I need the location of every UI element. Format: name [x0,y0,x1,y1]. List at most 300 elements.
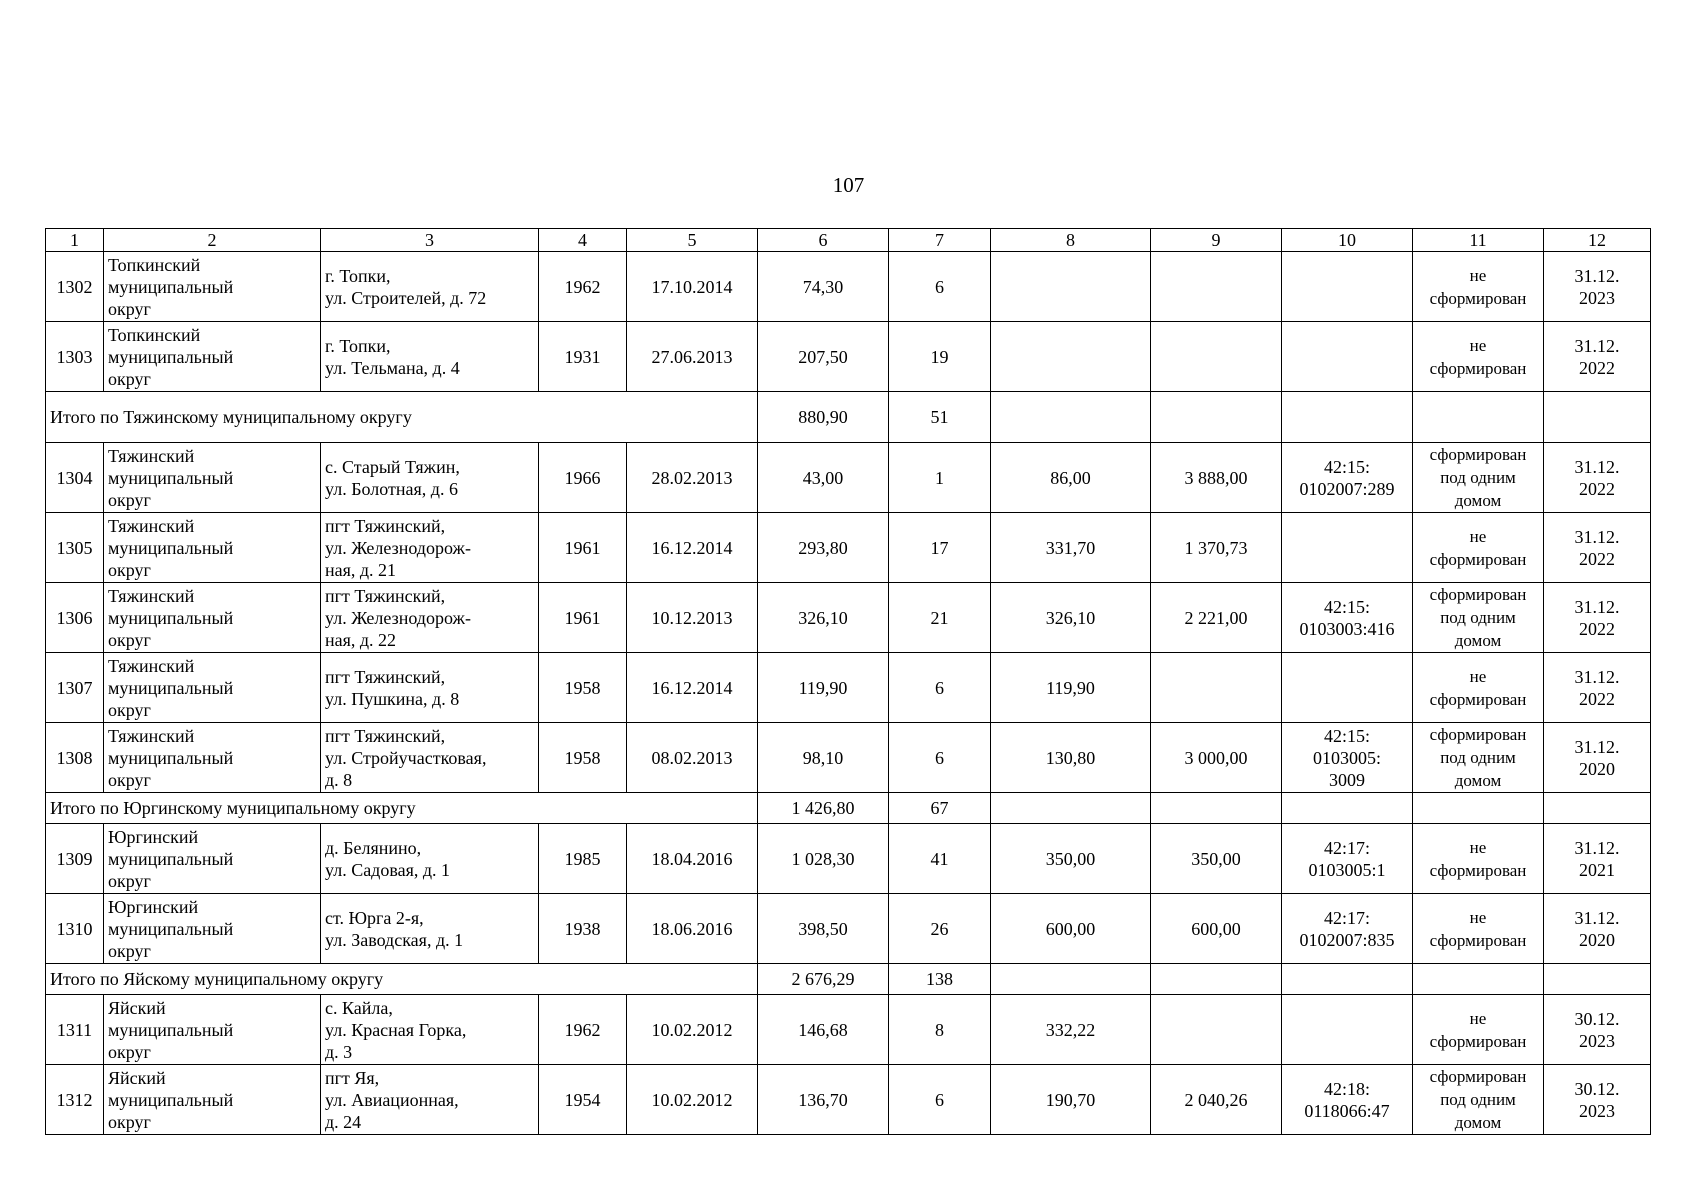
deadline-cell [1544,583,1651,653]
cell-line: муниципальный [108,537,234,558]
total-residents: 138 [889,964,991,995]
col-number: 4 [539,229,627,252]
col9-cell: 350,00 [1151,824,1282,894]
residents-cell: 26 [889,894,991,964]
cell-line: не [1469,265,1487,285]
cell-line: под одним [1440,608,1516,627]
cell-line: 2022 [1579,357,1615,378]
date-cell: 16.12.2014 [627,513,758,583]
cadastral-cell [1282,513,1413,583]
cell-line: муниципальный [108,1089,234,1110]
total-row [46,793,1651,824]
total-row [46,964,1651,995]
total-area: 2 676,29 [758,964,889,995]
area-cell: 136,70 [758,1065,889,1135]
cell-line: не [1469,1008,1487,1028]
deadline-cell [1544,513,1651,583]
address-cell [321,824,539,894]
cell-line: домом [1454,1113,1502,1132]
col9-cell: 2 040,26 [1151,1065,1282,1135]
table-row [46,513,1651,583]
empty-cell [1151,964,1282,995]
cell-line: ная, д. 22 [325,629,397,650]
deadline-cell [1544,1065,1651,1135]
district-cell [104,723,321,793]
col-number: 7 [889,229,991,252]
total-area: 880,90 [758,392,889,443]
cell-line: муниципальный [108,346,234,367]
land-status-cell [1413,824,1544,894]
cell-line: сформирован [1429,930,1527,950]
total-residents: 51 [889,392,991,443]
col-number: 1 [46,229,104,252]
date-cell: 10.02.2012 [627,995,758,1065]
cell-line: округ [108,1041,151,1062]
col9-cell [1151,252,1282,322]
cell-line: сформирован [1429,549,1527,569]
col8-cell: 350,00 [991,824,1151,894]
area-cell: 398,50 [758,894,889,964]
row-number: 1308 [46,723,104,793]
cell-line: пгт Тяжинский, [325,666,446,687]
land-status-cell [1413,723,1544,793]
cell-line: 2021 [1579,859,1615,880]
cell-line: 31.12. [1574,837,1620,858]
empty-cell [1413,392,1544,443]
date-cell: 10.02.2012 [627,1065,758,1135]
address-cell [321,443,539,513]
cell-line: сформирован [1429,585,1527,604]
cell-line: 31.12. [1574,736,1620,757]
cell-line: муниципальный [108,848,234,869]
cadastral-cell [1282,443,1413,513]
cadastral-cell [1282,723,1413,793]
col-number: 8 [991,229,1151,252]
cell-line: 2022 [1579,548,1615,569]
table-row [46,653,1651,723]
cell-line: муниципальный [108,607,234,628]
total-label: Итого по Юргинскому муниципальному округу [46,793,758,824]
col8-cell: 326,10 [991,583,1151,653]
date-cell: 27.06.2013 [627,322,758,392]
land-status-cell [1413,653,1544,723]
date-cell: 17.10.2014 [627,252,758,322]
cell-line: ул. Заводская, д. 1 [325,929,464,950]
cell-line: ул. Стройучастковая, [325,747,487,768]
empty-cell [1544,964,1651,995]
col9-cell: 3 888,00 [1151,443,1282,513]
empty-cell [1282,793,1413,824]
col9-cell: 600,00 [1151,894,1282,964]
cell-line: сформирован [1429,1031,1527,1051]
date-cell: 18.04.2016 [627,824,758,894]
deadline-cell [1544,443,1651,513]
col-number: 9 [1151,229,1282,252]
empty-cell [1544,392,1651,443]
col9-cell [1151,995,1282,1065]
row-number: 1309 [46,824,104,894]
cell-line: 31.12. [1574,335,1620,356]
district-cell [104,443,321,513]
row-number: 1307 [46,653,104,723]
cell-line: 42:15: [1323,725,1370,746]
address-cell [321,513,539,583]
cell-line: 31.12. [1574,666,1620,687]
cell-line: не [1469,907,1487,927]
col-number: 3 [321,229,539,252]
cell-line: 2020 [1579,929,1615,950]
col-number: 2 [104,229,321,252]
cell-line: муниципальный [108,747,234,768]
table-row [46,894,1651,964]
col8-cell: 332,22 [991,995,1151,1065]
col8-cell [991,252,1151,322]
year-cell: 1938 [539,894,627,964]
cell-line: 0103005:1 [1308,859,1386,880]
col-number: 6 [758,229,889,252]
empty-cell [1151,392,1282,443]
cell-line: не [1469,335,1487,355]
cell-line: муниципальный [108,276,234,297]
cell-line: г. Топки, [325,335,391,356]
empty-cell [991,392,1151,443]
residents-cell: 19 [889,322,991,392]
col9-cell: 3 000,00 [1151,723,1282,793]
cell-line: 2022 [1579,478,1615,499]
area-cell: 146,68 [758,995,889,1065]
deadline-cell [1544,322,1651,392]
cell-line: домом [1454,491,1502,510]
cell-line: 42:15: [1323,596,1370,617]
cell-line: под одним [1440,748,1516,767]
cell-line: с. Кайла, [325,997,393,1018]
cell-line: 0102007:835 [1299,929,1395,950]
cell-line: муниципальный [108,918,234,939]
page-number: 107 [832,173,865,197]
cell-line: 2023 [1579,1030,1615,1051]
cell-line: округ [108,940,151,961]
cell-line: ул. Пушкина, д. 8 [325,688,460,709]
cadastral-cell [1282,995,1413,1065]
year-cell: 1958 [539,723,627,793]
district-cell [104,824,321,894]
district-cell [104,252,321,322]
cell-line: Яйский [108,1067,166,1088]
cell-line: ул. Болотная, д. 6 [325,478,458,499]
area-cell: 207,50 [758,322,889,392]
row-number: 1306 [46,583,104,653]
deadline-cell [1544,995,1651,1065]
cell-line: округ [108,629,151,650]
date-cell: 10.12.2013 [627,583,758,653]
cadastral-cell [1282,894,1413,964]
empty-cell [991,964,1151,995]
cell-line: 0102007:289 [1299,478,1395,499]
cell-line: муниципальный [108,467,234,488]
cell-line: 42:15: [1323,456,1370,477]
cell-line: 3009 [1329,769,1365,790]
empty-cell [991,793,1151,824]
year-cell: 1966 [539,443,627,513]
land-status-cell [1413,995,1544,1065]
table-row [46,583,1651,653]
cell-line: д. 24 [325,1111,362,1132]
cell-line: округ [108,368,151,389]
cell-line: пгт Яя, [325,1067,380,1088]
cell-line: 42:17: [1323,907,1370,928]
land-status-cell [1413,894,1544,964]
row-number: 1302 [46,252,104,322]
cell-line: 31.12. [1574,596,1620,617]
cell-line: 31.12. [1574,456,1620,477]
cell-line: под одним [1440,1090,1516,1109]
cell-line: 2022 [1579,688,1615,709]
cadastral-cell [1282,653,1413,723]
year-cell: 1962 [539,252,627,322]
cell-line: Топкинский [108,254,201,275]
residents-cell: 6 [889,1065,991,1135]
residents-cell: 41 [889,824,991,894]
empty-cell [1413,964,1544,995]
deadline-cell [1544,252,1651,322]
col8-cell: 190,70 [991,1065,1151,1135]
area-cell: 326,10 [758,583,889,653]
table-row [46,322,1651,392]
table-row [46,824,1651,894]
row-number: 1303 [46,322,104,392]
cell-line: округ [108,298,151,319]
total-area: 1 426,80 [758,793,889,824]
district-cell [104,583,321,653]
col9-cell [1151,653,1282,723]
col-number: 10 [1282,229,1413,252]
cell-line: 2020 [1579,758,1615,779]
cell-line: округ [108,769,151,790]
col-number: 11 [1413,229,1544,252]
year-cell: 1954 [539,1065,627,1135]
area-cell: 1 028,30 [758,824,889,894]
cell-line: сформирован [1429,445,1527,464]
row-number: 1305 [46,513,104,583]
date-cell: 08.02.2013 [627,723,758,793]
area-cell: 119,90 [758,653,889,723]
cell-line: округ [108,870,151,891]
cell-line: ная, д. 21 [325,559,397,580]
col9-cell: 2 221,00 [1151,583,1282,653]
row-number: 1312 [46,1065,104,1135]
date-cell: 28.02.2013 [627,443,758,513]
cell-line: 30.12. [1574,1008,1620,1029]
deadline-cell [1544,653,1651,723]
year-cell: 1961 [539,513,627,583]
cell-line: муниципальный [108,1019,234,1040]
area-cell: 98,10 [758,723,889,793]
area-cell: 293,80 [758,513,889,583]
empty-cell [1282,964,1413,995]
address-cell [321,995,539,1065]
land-status-cell [1413,443,1544,513]
year-cell: 1985 [539,824,627,894]
empty-cell [1413,793,1544,824]
address-cell [321,252,539,322]
cell-line: с. Старый Тяжин, [325,456,460,477]
cell-line: сформирован [1429,358,1527,378]
empty-cell [1544,793,1651,824]
cell-line: 2023 [1579,287,1615,308]
year-cell: 1962 [539,995,627,1065]
cell-line: 31.12. [1574,526,1620,547]
cell-line: не [1469,837,1487,857]
cell-line: сформирован [1429,725,1527,744]
cadastral-cell [1282,252,1413,322]
cell-line: Тяжинский [108,515,195,536]
district-cell [104,513,321,583]
cell-line: д. Белянино, [325,837,422,858]
cell-line: сформирован [1429,689,1527,709]
cell-line: Тяжинский [108,585,195,606]
district-cell [104,995,321,1065]
cell-line: ул. Строителей, д. 72 [325,287,487,308]
cell-line: ст. Юрга 2-я, [325,907,424,928]
cell-line: Яйский [108,997,166,1018]
row-number: 1304 [46,443,104,513]
cadastral-cell [1282,824,1413,894]
cell-line: 0103003:416 [1299,618,1395,639]
column-number-row [46,229,1651,252]
district-cell [104,653,321,723]
year-cell: 1958 [539,653,627,723]
cell-line: 2022 [1579,618,1615,639]
residents-cell: 6 [889,252,991,322]
cell-line: 0118066:47 [1304,1100,1390,1121]
year-cell: 1961 [539,583,627,653]
residents-cell: 1 [889,443,991,513]
row-number: 1310 [46,894,104,964]
cadastral-cell [1282,322,1413,392]
cell-line: не [1469,666,1487,686]
cell-line: ул. Красная Горка, [325,1019,467,1040]
cell-line: 2023 [1579,1100,1615,1121]
row-number: 1311 [46,995,104,1065]
table-row [46,252,1651,322]
address-cell [321,653,539,723]
cell-line: Тяжинский [108,445,195,466]
col-number: 5 [627,229,758,252]
col8-cell: 130,80 [991,723,1151,793]
area-cell: 43,00 [758,443,889,513]
cell-line: округ [108,1111,151,1132]
land-status-cell [1413,322,1544,392]
cell-line: округ [108,559,151,580]
col8-cell [991,322,1151,392]
cell-line: Топкинский [108,324,201,345]
col-number: 12 [1544,229,1651,252]
address-cell [321,322,539,392]
cell-line: 0103005: [1312,747,1381,768]
cell-line: Юргинский [108,896,199,917]
empty-cell [1282,392,1413,443]
cell-line: ул. Садовая, д. 1 [325,859,451,880]
cell-line: 42:18: [1323,1078,1370,1099]
cell-line: 31.12. [1574,907,1620,928]
cadastral-cell [1282,1065,1413,1135]
total-label: Итого по Тяжинскому муниципальному округу [46,392,758,443]
empty-cell [1151,793,1282,824]
col8-cell: 119,90 [991,653,1151,723]
land-status-cell [1413,1065,1544,1135]
cadastral-cell [1282,583,1413,653]
table-row [46,723,1651,793]
address-cell [321,894,539,964]
cell-line: домом [1454,771,1502,790]
cell-line: Тяжинский [108,725,195,746]
cell-line: под одним [1440,468,1516,487]
year-cell: 1931 [539,322,627,392]
cell-line: округ [108,489,151,510]
cell-line: ул. Авиационная, [325,1089,459,1110]
cell-line: пгт Тяжинский, [325,725,446,746]
total-row [46,392,1651,443]
district-cell [104,322,321,392]
cell-line: ул. Железнодорож- [325,607,471,628]
cell-line: пгт Тяжинский, [325,585,446,606]
table-row [46,443,1651,513]
housing-table [45,228,1651,1135]
total-residents: 67 [889,793,991,824]
land-status-cell [1413,583,1544,653]
deadline-cell [1544,894,1651,964]
cell-line: г. Топки, [325,265,391,286]
cell-line: 31.12. [1574,265,1620,286]
date-cell: 18.06.2016 [627,894,758,964]
residents-cell: 8 [889,995,991,1065]
table-body [46,229,1651,1135]
cell-line: сформирован [1429,1067,1527,1086]
deadline-cell [1544,824,1651,894]
area-cell: 74,30 [758,252,889,322]
col9-cell: 1 370,73 [1151,513,1282,583]
cell-line: ул. Тельмана, д. 4 [325,357,460,378]
residents-cell: 6 [889,723,991,793]
cell-line: сформирован [1429,860,1527,880]
address-cell [321,1065,539,1135]
address-cell [321,723,539,793]
cell-line: ул. Железнодорож- [325,537,471,558]
cell-line: 30.12. [1574,1078,1620,1099]
table-row [46,995,1651,1065]
cell-line: не [1469,526,1487,546]
cell-line: д. 8 [325,769,353,790]
cell-line: Юргинский [108,826,199,847]
cell-line: пгт Тяжинский, [325,515,446,536]
total-label: Итого по Яйскому муниципальному округу [46,964,758,995]
deadline-cell [1544,723,1651,793]
date-cell: 16.12.2014 [627,653,758,723]
cell-line: д. 3 [325,1041,353,1062]
cell-line: 42:17: [1323,837,1370,858]
col8-cell: 86,00 [991,443,1151,513]
residents-cell: 6 [889,653,991,723]
residents-cell: 17 [889,513,991,583]
address-cell [321,583,539,653]
district-cell [104,1065,321,1135]
col8-cell: 331,70 [991,513,1151,583]
district-cell [104,894,321,964]
cell-line: округ [108,699,151,720]
cell-line: сформирован [1429,288,1527,308]
table-row [46,1065,1651,1135]
residents-cell: 21 [889,583,991,653]
